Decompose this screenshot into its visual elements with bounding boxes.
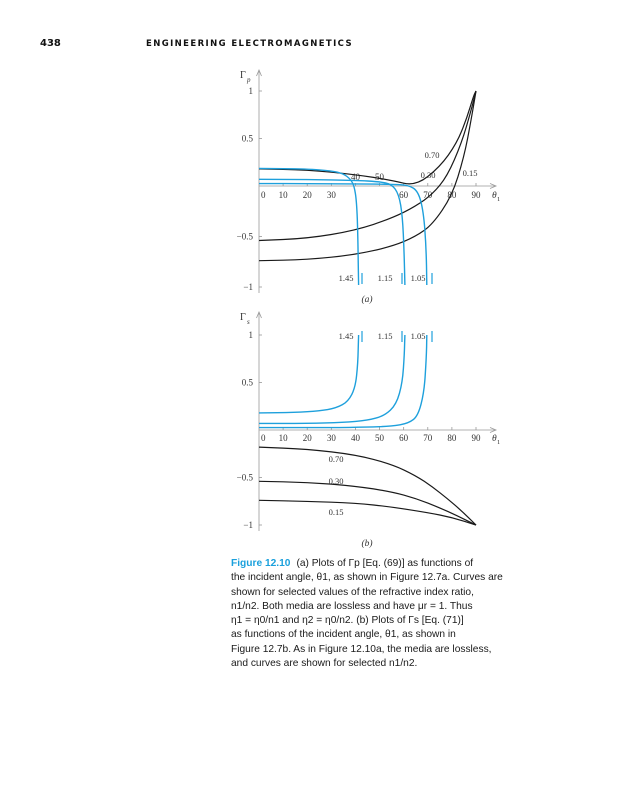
x-tick-label: 50	[375, 172, 385, 182]
x-tick-label: 20	[302, 433, 312, 443]
y-tick-label: 0.5	[241, 377, 253, 388]
y-axis-label: Γ	[240, 312, 246, 323]
caption-line-2: shown for selected values of the refractive index ratio,	[231, 586, 474, 598]
panel-label: (a)	[361, 295, 373, 305]
x-tick-label: 80	[447, 190, 457, 200]
x-tick-label: 40	[350, 433, 360, 443]
curve-label-0.15: 0.15	[462, 168, 478, 178]
figure-caption	[231, 557, 601, 671]
caption-line-3: n1/n2. Both media are lossless and have μr = 1. Thus	[231, 600, 473, 612]
curve-label-0.15: 0.15	[328, 507, 344, 517]
series-line-0.70	[259, 91, 476, 184]
curve-label-0.70: 0.70	[424, 150, 440, 160]
series-line-0.30	[259, 481, 476, 525]
x-axis-label-sub: 1	[497, 196, 501, 203]
caption-line-6: Figure 12.7b. As in Figure 12.10a, the media are lossless,	[231, 643, 492, 655]
curve-label-0.30: 0.30	[328, 476, 344, 486]
series-line-0.15	[259, 500, 476, 525]
x-tick-label: 30	[326, 190, 336, 200]
y-axis-label: Γ	[240, 70, 246, 81]
series-line-1.45	[259, 335, 359, 413]
x-tick-label: 30	[326, 433, 336, 443]
x-tick-label: 10	[278, 190, 288, 200]
x-axis-label-sub: 1	[497, 439, 501, 446]
caption-line-5: as functions of the incident angle, θ1, as shown in	[231, 629, 456, 641]
y-tick-label: −1	[243, 282, 253, 292]
series-line-0.30	[259, 91, 476, 241]
x-axis-label: θ	[492, 434, 497, 444]
series-line-0.15	[259, 91, 476, 261]
curve-label-0.70: 0.70	[328, 454, 344, 464]
y-tick-label: 1	[248, 86, 253, 96]
x-axis-label: θ	[492, 191, 497, 201]
x-tick-label: 60	[399, 433, 409, 443]
panel-label: (b)	[361, 539, 373, 549]
curve-label-1.15: 1.15	[377, 273, 393, 283]
x-tick-label: 70	[423, 190, 433, 200]
curve-label-1.45: 1.45	[338, 331, 354, 341]
page-number: 438	[40, 38, 61, 49]
curve-label-1.45: 1.45	[338, 273, 354, 283]
x-tick-label: 40	[350, 172, 360, 182]
y-tick-label: 0.5	[241, 133, 253, 144]
x-tick-label: 0	[261, 190, 266, 200]
y-tick-label: −0.5	[236, 231, 253, 242]
figure-label: Figure 12.10	[231, 558, 291, 569]
caption-line-0: Figure 12.10 (a) Plots of Γp [Eq. (69)] as functions of	[231, 558, 474, 569]
y-axis-label-sub: p	[247, 76, 251, 84]
y-tick-label: 1	[248, 330, 253, 340]
caption-line-4: η1 = η0/n1 and η2 = η0/n2. (b) Plots of Γs [Eq. (71)]	[231, 615, 464, 627]
y-tick-label: −0.5	[236, 472, 253, 483]
series-line-1.15	[259, 335, 405, 423]
y-tick-label: −1	[243, 520, 253, 530]
x-tick-label: 70	[423, 433, 433, 443]
x-tick-label: 90	[471, 433, 481, 443]
chart-panel-1	[237, 312, 501, 549]
x-tick-label: 10	[278, 433, 288, 443]
running-head: ENGINEERING ELECTROMAGNETICS	[146, 39, 353, 49]
x-tick-label: 0	[261, 433, 266, 443]
series-line-0.70	[259, 447, 476, 525]
caption-line-1: the incident angle, θ1, as shown in Figure 12.7a. Curves are	[231, 572, 503, 584]
curve-label-1.05: 1.05	[410, 331, 426, 341]
x-tick-label: 80	[447, 433, 457, 443]
curve-label-1.15: 1.15	[377, 331, 393, 341]
x-tick-label: 60	[399, 190, 409, 200]
curve-label-0.30: 0.30	[420, 170, 436, 180]
x-tick-label: 90	[471, 190, 481, 200]
y-axis-label-sub: s	[247, 318, 250, 326]
x-tick-label: 50	[375, 433, 385, 443]
x-tick-label: 20	[302, 190, 312, 200]
chart-panel-0	[237, 70, 501, 305]
curve-label-1.05: 1.05	[410, 273, 426, 283]
caption-line-7: and curves are shown for selected n1/n2.	[231, 658, 418, 670]
